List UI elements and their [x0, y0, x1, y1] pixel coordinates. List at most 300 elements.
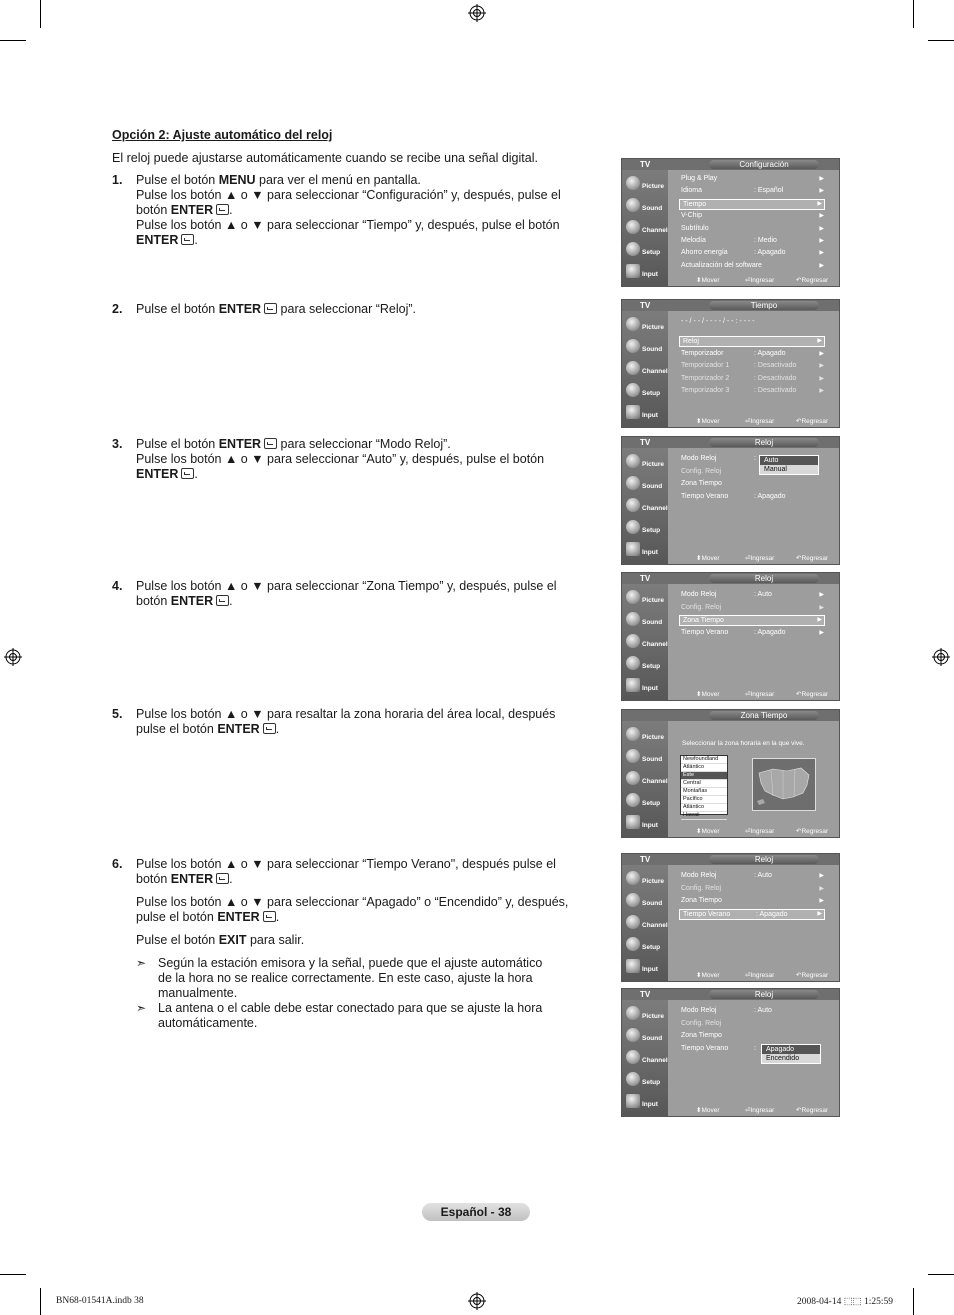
osd-item-label: Tiempo	[683, 200, 707, 208]
picture-icon	[626, 590, 640, 604]
osd-menu-item[interactable]	[679, 615, 825, 626]
osd-timezone-option[interactable]: Pacífico	[681, 796, 727, 804]
osd-timezone-option[interactable]: Atlántico	[681, 764, 727, 772]
channel-icon	[626, 498, 640, 512]
enter-icon: ⏎	[745, 828, 751, 835]
osd-titlebar	[622, 159, 839, 170]
osd-reloj-verano-dropdown-screen	[621, 988, 840, 1117]
osd-sidebar-item-setup[interactable]	[622, 380, 668, 402]
osd-sidebar-label: Sound	[642, 483, 663, 490]
updown-icon: ⬍	[696, 277, 702, 284]
enter-icon	[181, 234, 194, 245]
osd-sidebar-label: Input	[642, 412, 658, 419]
updown-icon: ⬍	[696, 828, 702, 835]
osd-item-label: Config. Reloj	[681, 884, 722, 892]
picture-icon	[626, 871, 640, 885]
osd-menu-item[interactable]	[678, 349, 826, 359]
osd-item-label: Config. Reloj	[681, 603, 722, 611]
channel-icon	[626, 771, 640, 785]
osd-hint-label: Regresar	[801, 972, 829, 979]
osd-sidebar-label: Channel	[642, 641, 668, 648]
step-number: 5.	[112, 707, 123, 721]
osd-tv-label: TV	[640, 855, 651, 864]
osd-tv-label: TV	[640, 301, 651, 310]
page-number-badge: Español - 38	[422, 1203, 530, 1221]
osd-hint-move	[696, 971, 720, 979]
note-2	[136, 1001, 592, 1031]
setup-icon	[626, 1072, 640, 1086]
osd-item-value: : Apagado	[756, 910, 788, 918]
step-text: .	[229, 594, 233, 608]
key-enter: ENTER	[170, 872, 214, 886]
osd-sidebar-item-picture[interactable]	[622, 587, 668, 609]
step-text: .	[275, 910, 280, 924]
crop-mark	[913, 1288, 914, 1315]
step-text: .	[229, 872, 233, 886]
osd-dropdown[interactable]	[759, 455, 819, 475]
osd-hint-enter	[745, 276, 774, 284]
step-text: .	[194, 233, 198, 247]
osd-sidebar-item-input[interactable]	[622, 1091, 668, 1113]
osd-instruction: Seleccionar la zona horaria en la que vive.	[682, 740, 805, 747]
osd-item-value: :	[754, 455, 756, 462]
print-slug-date: 2008-04-14 ⬚⬚ 1:25:59	[797, 1297, 894, 1307]
enter-icon	[181, 468, 194, 479]
osd-sidebar-item-picture[interactable]	[622, 314, 668, 336]
osd-sidebar-item-sound[interactable]	[622, 1025, 668, 1047]
osd-tv-label: TV	[640, 438, 651, 447]
osd-item-label: Temporizador	[681, 349, 724, 357]
osd-sidebar-item-channel[interactable]	[622, 631, 668, 653]
osd-zona-tiempo-screen	[621, 709, 840, 838]
osd-menu-item[interactable]	[678, 174, 826, 184]
osd-dropdown-option[interactable]: Manual	[764, 466, 787, 473]
osd-titlebar	[622, 710, 839, 721]
osd-sidebar-item-input[interactable]	[622, 956, 668, 978]
step-text: .	[275, 722, 280, 736]
osd-sidebar-label: Input	[642, 685, 658, 692]
registration-mark-icon	[468, 1292, 486, 1310]
osd-sidebar	[622, 865, 668, 981]
osd-sidebar-item-channel[interactable]	[622, 768, 668, 790]
step-2	[112, 302, 592, 317]
osd-timezone-option[interactable]: Montañas	[681, 788, 727, 796]
osd-hint-enter	[745, 1106, 774, 1114]
osd-menu-item[interactable]	[678, 374, 826, 384]
osd-hint-enter	[745, 971, 774, 979]
osd-sidebar-item-setup[interactable]	[622, 517, 668, 539]
osd-sidebar-item-channel[interactable]	[622, 217, 668, 239]
osd-sidebar-item-input[interactable]	[622, 261, 668, 283]
osd-sidebar-label: Sound	[642, 900, 663, 907]
osd-item-value: : Apagado	[754, 492, 786, 500]
osd-sidebar-item-picture[interactable]	[622, 724, 668, 746]
osd-bottom-bar	[668, 274, 839, 286]
enter-icon	[216, 204, 229, 215]
osd-item-value: : Medio	[754, 237, 777, 244]
osd-timezone-option[interactable]: Este	[681, 772, 727, 780]
osd-timezone-option[interactable]: Central	[681, 780, 727, 788]
osd-hint-return	[796, 690, 828, 698]
osd-titlebar	[622, 300, 839, 311]
osd-sidebar-item-picture[interactable]	[622, 1003, 668, 1025]
osd-hint-move	[696, 417, 720, 425]
osd-item-label: Zona Tiempo	[683, 617, 724, 624]
channel-icon	[626, 634, 640, 648]
sound-icon	[626, 893, 640, 907]
osd-menu-item[interactable]	[679, 909, 825, 920]
input-icon	[626, 264, 640, 278]
crop-mark	[0, 40, 26, 41]
osd-sidebar-label: Channel	[642, 1057, 668, 1064]
enter-icon	[263, 911, 276, 922]
osd-menu-item[interactable]	[678, 1031, 826, 1041]
step-text: Pulse los botón ▲ o ▼ para seleccionar “Apagado” o “Encendido” y, después,	[136, 895, 569, 909]
osd-hint-move	[696, 827, 720, 835]
osd-sidebar-item-channel[interactable]	[622, 358, 668, 380]
key-enter: ENTER	[218, 437, 262, 451]
enter-icon: ⏎	[745, 691, 751, 698]
osd-item-label: Temporizador 2	[681, 374, 730, 382]
osd-bottom-bar	[668, 1104, 839, 1116]
osd-sidebar-label: Picture	[642, 461, 665, 468]
osd-sidebar-label: Sound	[642, 1035, 663, 1042]
osd-timezone-list[interactable]	[680, 755, 728, 818]
osd-datetime: - - / - - / - - - - / - - : - - - -	[681, 318, 755, 325]
arrow-right-icon: ▶	[819, 885, 824, 892]
osd-menu-item[interactable]	[678, 603, 826, 613]
osd-menu-item[interactable]	[679, 199, 825, 210]
step-text: pulse el botón	[136, 910, 218, 924]
osd-dropdown-option[interactable]: Encendido	[766, 1055, 800, 1062]
osd-item-value: : Auto	[754, 591, 772, 598]
osd-bottom-bar	[668, 688, 839, 700]
key-menu: MENU	[218, 173, 256, 187]
note-text: La antena o el cable debe estar conectado para que se ajuste la hora	[158, 1001, 543, 1015]
sound-icon	[626, 1028, 640, 1042]
osd-configuracion-screen	[621, 158, 840, 287]
key-enter: ENTER	[170, 594, 214, 608]
osd-item-label: Config. Reloj	[681, 1019, 722, 1027]
osd-item-label: Temporizador 3	[681, 387, 730, 394]
osd-reloj-zona-screen	[621, 572, 840, 701]
osd-item-label: Reloj	[683, 338, 699, 345]
osd-menu-title: Reloj	[709, 574, 819, 583]
sound-icon	[626, 476, 640, 490]
enter-icon	[216, 595, 229, 606]
osd-sidebar	[622, 1000, 668, 1116]
arrow-right-icon: ▶	[819, 213, 824, 220]
channel-icon	[626, 1050, 640, 1064]
osd-item-label: Zona Tiempo	[681, 897, 722, 904]
osd-sidebar-item-input[interactable]	[622, 539, 668, 561]
osd-sidebar-label: Setup	[642, 249, 661, 256]
key-exit: EXIT	[218, 933, 247, 947]
osd-sidebar-item-channel[interactable]	[622, 1047, 668, 1069]
osd-sidebar	[622, 584, 668, 700]
return-icon: ↶	[796, 691, 802, 698]
enter-icon	[264, 438, 277, 449]
intro-text: El reloj puede ajustarse automáticamente cuando se recibe una señal digital.	[112, 151, 538, 165]
updown-icon: ⬍	[696, 691, 702, 698]
osd-menu-item[interactable]	[678, 186, 826, 196]
enter-icon	[216, 873, 229, 884]
note-arrow-icon: ➣	[136, 1001, 147, 1015]
osd-menu-title: Zona Tiempo	[709, 711, 819, 720]
input-icon	[626, 1094, 640, 1108]
crop-mark	[928, 40, 954, 41]
osd-sidebar-label: Channel	[642, 368, 668, 375]
osd-sidebar-label: Setup	[642, 944, 661, 951]
setup-icon	[626, 656, 640, 670]
osd-item-label: Tiempo Verano	[681, 628, 729, 636]
osd-hint-label: Mover	[701, 418, 720, 425]
osd-titlebar	[622, 989, 839, 1000]
arrow-right-icon: ▶	[819, 873, 824, 879]
osd-hint-label: Ingresar	[750, 1107, 775, 1114]
crop-mark	[40, 1288, 41, 1315]
osd-sidebar-item-sound[interactable]	[622, 195, 668, 217]
osd-sidebar-label: Channel	[642, 922, 668, 929]
osd-tv-label: TV	[640, 160, 651, 169]
osd-sidebar-item-setup[interactable]	[622, 653, 668, 675]
osd-timezone-option[interactable]: Hawaii	[681, 812, 727, 820]
osd-sidebar-item-sound[interactable]	[622, 890, 668, 912]
return-icon: ↶	[796, 555, 802, 562]
picture-icon	[626, 1006, 640, 1020]
step-text: Pulse el botón	[136, 173, 219, 187]
osd-timezone-option[interactable]: Newfoundland	[681, 756, 727, 764]
sound-icon	[626, 339, 640, 353]
step-number: 4.	[112, 579, 123, 593]
note-1	[136, 956, 592, 1001]
osd-sidebar-item-sound[interactable]	[622, 336, 668, 358]
key-enter: ENTER	[217, 722, 260, 736]
return-icon: ↶	[796, 1107, 802, 1114]
osd-item-label: Config. Reloj	[681, 467, 722, 475]
osd-sidebar-label: Picture	[642, 734, 665, 741]
arrow-right-icon: ▶	[819, 363, 824, 369]
step-text: Pulse los botón ▲ o ▼ para seleccionar “Auto” y, después, pulse el botón	[136, 452, 545, 466]
osd-sidebar-item-input[interactable]	[622, 675, 668, 697]
input-icon	[626, 815, 640, 829]
updown-icon: ⬍	[696, 972, 702, 979]
osd-item-label: Zona Tiempo	[681, 1032, 722, 1039]
osd-sidebar-item-setup[interactable]	[622, 790, 668, 812]
osd-hint-label: Ingresar	[750, 555, 775, 562]
sound-icon	[626, 612, 640, 626]
osd-item-label: Temporizador 1	[681, 362, 730, 369]
osd-bottom-bar	[668, 825, 839, 837]
note-text: manualmente.	[158, 986, 238, 1000]
osd-menu-item[interactable]	[678, 871, 826, 881]
osd-content	[668, 1000, 839, 1104]
osd-sidebar-item-sound[interactable]	[622, 609, 668, 631]
osd-menu-item[interactable]	[678, 590, 826, 600]
input-icon	[626, 405, 640, 419]
osd-item-label: Tiempo Verano	[681, 492, 729, 500]
return-icon: ↶	[796, 828, 802, 835]
osd-menu-title: Reloj	[709, 438, 819, 447]
osd-titlebar	[622, 573, 839, 584]
osd-item-label: Idioma	[681, 187, 703, 195]
osd-hint-enter	[745, 690, 774, 698]
osd-item-value: : Desactivado	[754, 387, 797, 394]
osd-sidebar-label: Sound	[642, 346, 663, 353]
osd-sidebar-item-sound[interactable]	[622, 473, 668, 495]
osd-sidebar-item-channel[interactable]	[622, 912, 668, 934]
osd-item-label: Modo Reloj	[681, 455, 717, 462]
osd-reloj-modo-screen	[621, 436, 840, 565]
print-slug-file: BN68-01541A.indb 38	[56, 1296, 144, 1306]
osd-hint-label: Ingresar	[750, 277, 775, 284]
osd-dropdown[interactable]	[761, 1044, 821, 1064]
setup-icon	[626, 793, 640, 807]
sound-icon	[626, 749, 640, 763]
osd-hint-enter	[745, 827, 774, 835]
osd-sidebar-label: Input	[642, 549, 658, 556]
step-text: pulse el botón	[136, 722, 218, 736]
step-text: Pulse los botón ▲ o ▼ para seleccionar “Tiempo Verano", después pulse el	[136, 857, 556, 871]
osd-menu-item[interactable]	[678, 236, 826, 246]
channel-icon	[626, 361, 640, 375]
step-text: Pulse el botón	[136, 933, 219, 947]
us-map-image	[752, 758, 816, 811]
crop-mark	[40, 0, 41, 28]
osd-menu-item[interactable]	[678, 386, 826, 396]
osd-menu-item[interactable]	[678, 211, 826, 221]
osd-sidebar-label: Setup	[642, 1079, 661, 1086]
osd-item-label: Plug & Play	[681, 175, 718, 182]
osd-hint-label: Mover	[701, 828, 720, 835]
crop-mark	[913, 0, 914, 28]
picture-icon	[626, 727, 640, 741]
step-number: 2.	[112, 302, 123, 316]
osd-titlebar	[622, 854, 839, 865]
osd-hint-return	[796, 1106, 828, 1114]
osd-item-value: :	[754, 1044, 756, 1052]
step-text: Pulse los botón ▲ o ▼ para seleccionar “Zona Tiempo” y, después, pulse el	[136, 579, 557, 593]
osd-menu-item[interactable]	[678, 261, 826, 271]
arrow-right-icon: ▶	[819, 592, 824, 598]
updown-icon: ⬍	[696, 1107, 702, 1114]
picture-icon	[626, 176, 640, 190]
osd-hint-return	[796, 827, 828, 835]
picture-icon	[626, 454, 640, 468]
osd-hint-label: Regresar	[801, 1107, 829, 1114]
osd-sidebar-item-input[interactable]	[622, 812, 668, 834]
osd-sidebar-label: Channel	[642, 778, 668, 785]
osd-sidebar	[622, 448, 668, 564]
step-text: para seleccionar “Reloj”.	[277, 302, 417, 316]
setup-icon	[626, 242, 640, 256]
osd-titlebar	[622, 437, 839, 448]
osd-sidebar-item-setup[interactable]	[622, 1069, 668, 1091]
osd-sidebar-item-sound[interactable]	[622, 746, 668, 768]
registration-mark-icon	[932, 648, 950, 666]
note-arrow-icon: ➣	[136, 956, 147, 970]
osd-tv-label: TV	[640, 990, 651, 999]
arrow-right-icon: ▶	[819, 388, 824, 394]
step-4	[112, 579, 592, 609]
osd-menu-item[interactable]	[678, 248, 826, 258]
osd-bottom-bar	[668, 552, 839, 564]
osd-hint-move	[696, 690, 720, 698]
osd-sidebar-item-setup[interactable]	[622, 239, 668, 261]
step-number: 6.	[112, 857, 123, 871]
osd-menu-item[interactable]	[678, 1019, 826, 1029]
arrow-right-icon: ▶	[819, 604, 824, 611]
osd-sidebar-item-picture[interactable]	[622, 868, 668, 890]
osd-hint-label: Mover	[701, 555, 720, 562]
osd-sidebar-label: Input	[642, 966, 658, 973]
osd-sidebar-item-input[interactable]	[622, 402, 668, 424]
osd-dropdown-option[interactable]: Apagado	[762, 1045, 820, 1054]
osd-sidebar-item-picture[interactable]	[622, 173, 668, 195]
osd-sidebar-item-channel[interactable]	[622, 495, 668, 517]
note-text: Según la estación emisora y la señal, puede que el ajuste automático	[158, 956, 543, 970]
osd-content	[668, 584, 839, 688]
osd-menu-item[interactable]	[678, 884, 826, 894]
osd-hint-label: Regresar	[801, 418, 829, 425]
osd-item-label: Modo Reloj	[681, 872, 717, 879]
enter-icon: ⏎	[745, 555, 751, 562]
step-number: 1.	[112, 173, 123, 187]
osd-content	[668, 448, 839, 552]
osd-timezone-option[interactable]: Atlántico	[681, 804, 727, 812]
osd-dropdown-option[interactable]: Auto	[760, 456, 818, 465]
arrow-right-icon: ▶	[817, 338, 822, 344]
osd-hint-enter	[745, 417, 774, 425]
osd-menu-item[interactable]	[678, 492, 826, 502]
osd-hint-label: Ingresar	[750, 418, 775, 425]
osd-sidebar-label: Channel	[642, 505, 668, 512]
step-5	[112, 707, 592, 737]
osd-bottom-bar	[668, 415, 839, 427]
step-text: Pulse el botón	[136, 302, 219, 316]
osd-sidebar-label: Setup	[642, 527, 661, 534]
input-icon	[626, 542, 640, 556]
osd-sidebar-item-setup[interactable]	[622, 934, 668, 956]
osd-menu-item[interactable]	[678, 1006, 826, 1016]
osd-menu-item[interactable]	[678, 361, 826, 371]
osd-menu-item[interactable]	[678, 479, 826, 489]
channel-icon	[626, 220, 640, 234]
osd-menu-item[interactable]	[678, 628, 826, 638]
key-enter: ENTER	[217, 910, 260, 924]
key-enter: ENTER	[170, 203, 214, 217]
step-text: Pulse los botón ▲ o ▼ para seleccionar “Tiempo” y, después, pulse el botón	[136, 218, 560, 232]
enter-icon	[263, 723, 276, 734]
osd-item-value: : Desactivado	[754, 374, 797, 382]
osd-sidebar-item-picture[interactable]	[622, 451, 668, 473]
osd-hint-enter	[745, 554, 774, 562]
osd-hint-label: Ingresar	[750, 691, 775, 698]
osd-menu-item[interactable]	[678, 224, 826, 234]
arrow-right-icon: ▶	[819, 225, 824, 232]
osd-menu-item[interactable]	[678, 896, 826, 906]
osd-sidebar-label: Picture	[642, 324, 665, 331]
osd-hint-label: Mover	[701, 277, 720, 284]
osd-menu-item[interactable]	[679, 336, 825, 347]
osd-sidebar-label: Setup	[642, 800, 661, 807]
osd-hint-label: Mover	[701, 1107, 720, 1114]
arrow-right-icon: ▶	[819, 188, 824, 195]
updown-icon: ⬍	[696, 555, 702, 562]
osd-menu-title: Reloj	[709, 990, 819, 999]
arrow-right-icon: ▶	[817, 617, 822, 623]
osd-hint-move	[696, 276, 720, 284]
